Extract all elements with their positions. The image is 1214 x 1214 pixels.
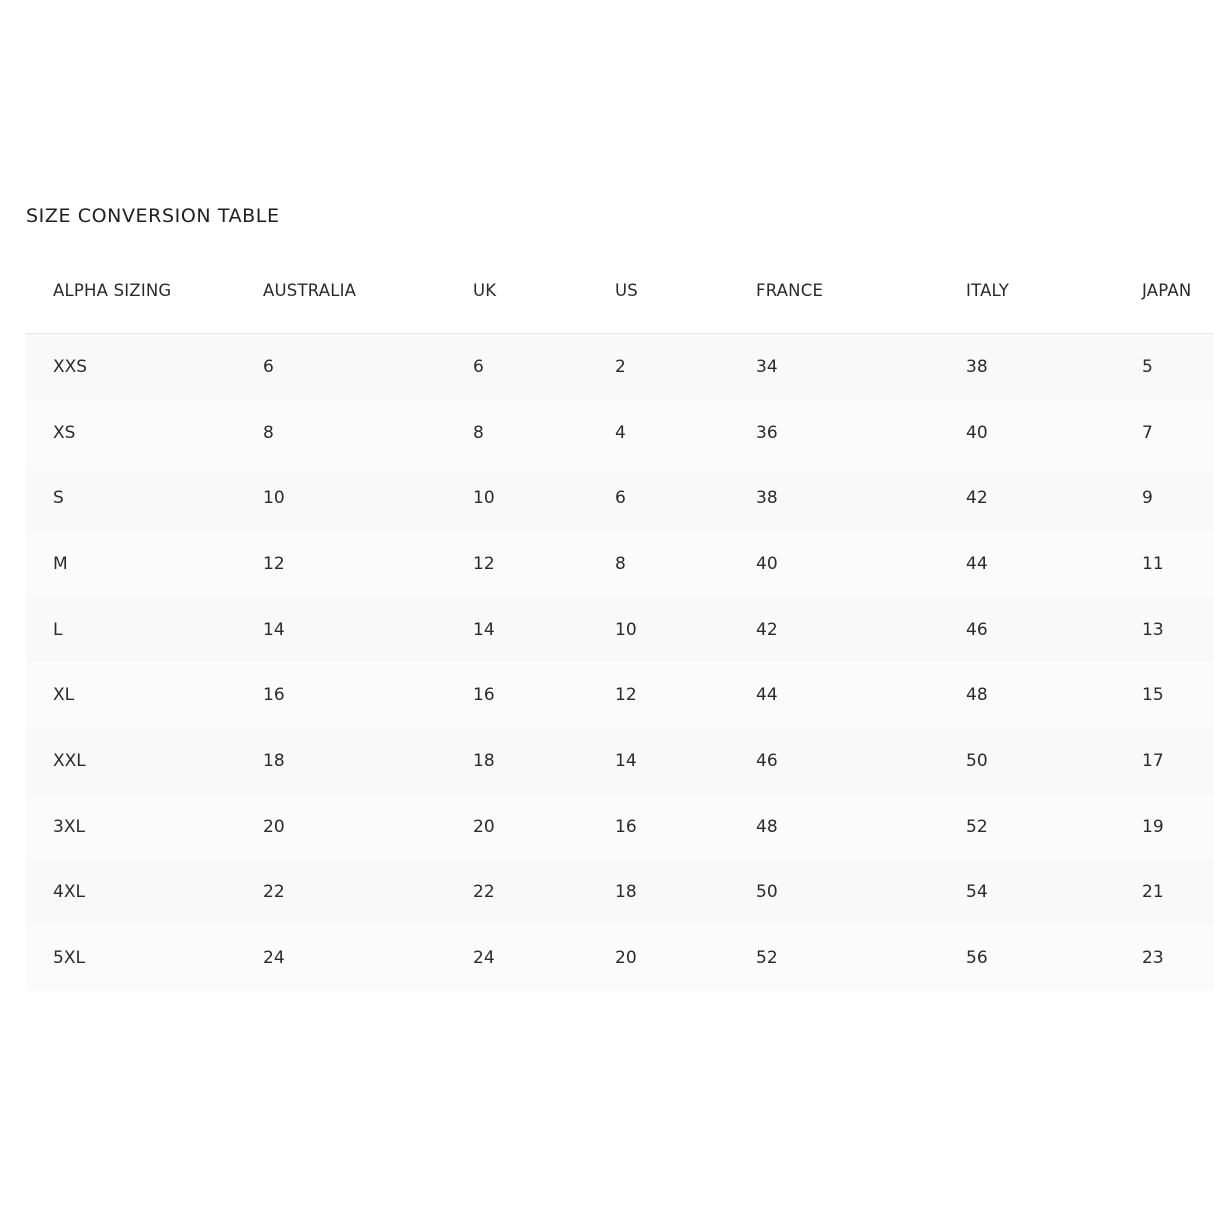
table-cell-australia: 24 (263, 948, 285, 969)
table-cell-alpha-sizing: XL (53, 685, 75, 706)
table-cell-japan: 19 (1142, 816, 1164, 837)
table-cell-alpha-sizing: M (53, 553, 68, 574)
table-cell-australia: 6 (263, 356, 274, 377)
table-cell-australia: 18 (263, 750, 285, 771)
table-cell-italy: 56 (966, 948, 988, 969)
column-header-alpha-sizing: ALPHA SIZING (26, 248, 236, 334)
table-row (26, 925, 1214, 991)
table-cell-australia: 16 (263, 685, 285, 706)
table-cell-italy: 38 (966, 356, 988, 377)
table-cell-uk: 16 (473, 685, 495, 706)
size-conversion-table (26, 248, 1214, 991)
column-header-japan: JAPAN (1115, 248, 1214, 334)
table-cell-france: 46 (756, 750, 778, 771)
table-cell-uk: 6 (473, 356, 484, 377)
table-cell-alpha-sizing: L (53, 619, 63, 640)
table-cell-australia: 8 (263, 422, 274, 443)
table-cell-alpha-sizing: S (53, 488, 64, 509)
column-header-france: FRANCE (729, 248, 939, 334)
table-cell-us: 12 (615, 685, 637, 706)
table-cell-japan: 17 (1142, 750, 1164, 771)
table-row (26, 465, 1214, 531)
table-cell-us: 10 (615, 619, 637, 640)
table-cell-uk: 10 (473, 488, 495, 509)
table-header (26, 248, 1214, 334)
table-cell-australia: 22 (263, 882, 285, 903)
table-cell-alpha-sizing: 3XL (53, 816, 85, 837)
table-cell-italy: 52 (966, 816, 988, 837)
table-cell-france: 42 (756, 619, 778, 640)
column-header-australia: AUSTRALIA (236, 248, 446, 334)
table-cell-france: 50 (756, 882, 778, 903)
table-cell-italy: 42 (966, 488, 988, 509)
table-row (26, 531, 1214, 597)
table-row (26, 794, 1214, 860)
table-cell-uk: 22 (473, 882, 495, 903)
table-cell-alpha-sizing: XXS (53, 356, 88, 377)
table-cell-japan: 11 (1142, 553, 1164, 574)
table-cell-france: 34 (756, 356, 778, 377)
table-cell-italy: 48 (966, 685, 988, 706)
table-cell-alpha-sizing: XS (53, 422, 76, 443)
table-cell-alpha-sizing: 5XL (53, 948, 85, 969)
table-cell-japan: 21 (1142, 882, 1164, 903)
column-header-uk: UK (446, 248, 588, 334)
table-cell-italy: 46 (966, 619, 988, 640)
table-cell-uk: 18 (473, 750, 495, 771)
column-header-italy: ITALY (939, 248, 1115, 334)
table-cell-france: 52 (756, 948, 778, 969)
table-cell-france: 38 (756, 488, 778, 509)
table-cell-us: 14 (615, 750, 637, 771)
table-cell-france: 36 (756, 422, 778, 443)
table-cell-japan: 15 (1142, 685, 1164, 706)
table-cell-uk: 8 (473, 422, 484, 443)
table-row (26, 334, 1214, 400)
table-cell-australia: 14 (263, 619, 285, 640)
table-row (26, 662, 1214, 728)
table-cell-japan: 7 (1142, 422, 1153, 443)
table-cell-us: 6 (615, 488, 626, 509)
table-cell-australia: 12 (263, 553, 285, 574)
table-body (26, 334, 1214, 991)
table-cell-japan: 23 (1142, 948, 1164, 969)
table-cell-australia: 20 (263, 816, 285, 837)
table-cell-italy: 54 (966, 882, 988, 903)
header-row (26, 248, 1214, 334)
table-cell-japan: 9 (1142, 488, 1153, 509)
table-cell-uk: 24 (473, 948, 495, 969)
table-cell-us: 20 (615, 948, 637, 969)
table-cell-japan: 5 (1142, 356, 1153, 377)
page-title: SIZE CONVERSION TABLE (26, 205, 280, 227)
table-cell-france: 44 (756, 685, 778, 706)
table-cell-alpha-sizing: XXL (53, 750, 86, 771)
table-row (26, 597, 1214, 663)
table-cell-australia: 10 (263, 488, 285, 509)
table-cell-us: 18 (615, 882, 637, 903)
table-row (26, 728, 1214, 794)
table-cell-italy: 40 (966, 422, 988, 443)
table-cell-france: 48 (756, 816, 778, 837)
column-header-us: US (588, 248, 729, 334)
table-cell-italy: 50 (966, 750, 988, 771)
table-cell-uk: 20 (473, 816, 495, 837)
table-cell-france: 40 (756, 553, 778, 574)
table-cell-italy: 44 (966, 553, 988, 574)
table-cell-uk: 14 (473, 619, 495, 640)
table-cell-us: 16 (615, 816, 637, 837)
table-cell-alpha-sizing: 4XL (53, 882, 85, 903)
table-row (26, 860, 1214, 926)
table-row (26, 400, 1214, 466)
table-cell-us: 8 (615, 553, 626, 574)
table-cell-us: 4 (615, 422, 626, 443)
table-cell-japan: 13 (1142, 619, 1164, 640)
table-cell-us: 2 (615, 356, 626, 377)
table-cell-uk: 12 (473, 553, 495, 574)
